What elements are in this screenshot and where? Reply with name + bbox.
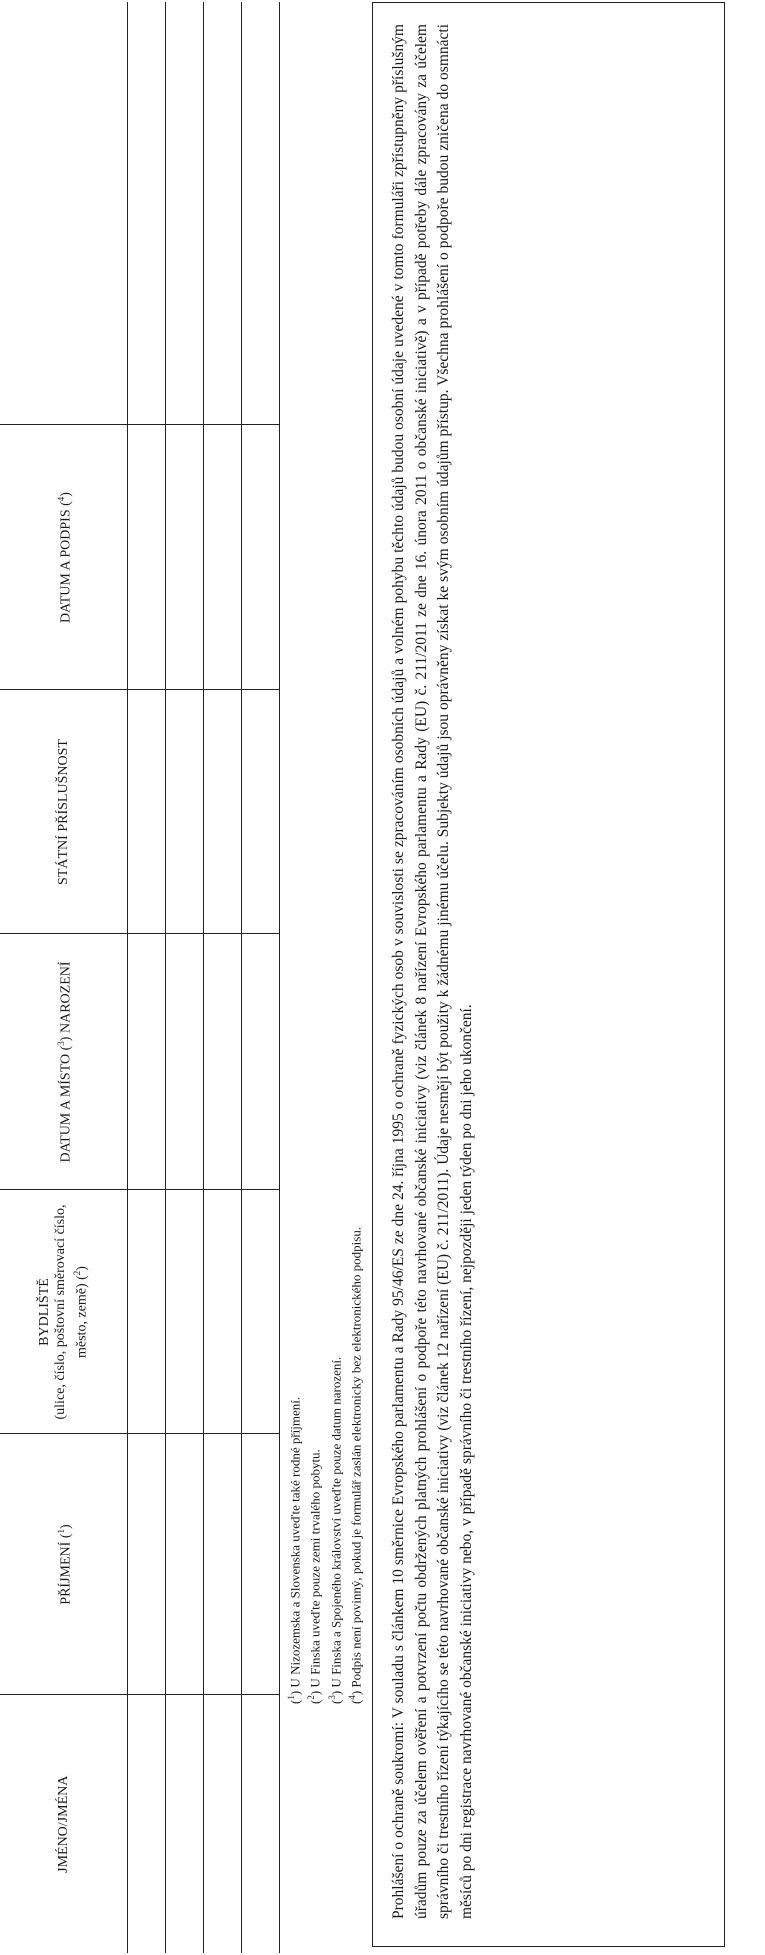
cell-signature[interactable] xyxy=(166,425,204,690)
header-blank xyxy=(0,2,128,425)
table-header-row xyxy=(0,2,128,1953)
cell-signature[interactable] xyxy=(204,425,242,690)
cell-residence[interactable] xyxy=(166,1190,204,1434)
cell-birth[interactable] xyxy=(242,934,280,1190)
table-row xyxy=(128,2,166,1953)
footnote: ($^3$) U Finska a Spojeného království uveďte pouze datum narození. xyxy=(326,1356,343,1704)
table-row xyxy=(166,2,204,1953)
footnotes xyxy=(283,804,364,1704)
signature-table xyxy=(0,2,280,1953)
cell-birth[interactable] xyxy=(128,934,166,1190)
cell-surname[interactable] xyxy=(166,1434,204,1695)
cell-birth[interactable] xyxy=(166,934,204,1190)
cell-surname[interactable] xyxy=(204,1434,242,1695)
header-date-signature: DATUM A PODPIS ($^4$) xyxy=(0,425,128,690)
cell-blank xyxy=(242,2,280,425)
footnote: ($^1$) U Nizozemska a Slovenska uveďte také rodné příjmení. xyxy=(286,1396,303,1704)
cell-first-names[interactable] xyxy=(166,1695,204,1953)
cell-residence[interactable] xyxy=(128,1190,166,1434)
header-residence: BYDLIŠTĚ (ulice, číslo, poštovní směrovací číslo, město, země) ($^2$) xyxy=(0,1190,128,1434)
cell-first-names[interactable] xyxy=(128,1695,166,1953)
cell-nationality[interactable] xyxy=(166,690,204,934)
header-birth-date-place: DATUM A MÍSTO ($^3$) NAROZENÍ xyxy=(0,934,128,1190)
cell-residence[interactable] xyxy=(204,1190,242,1434)
cell-nationality[interactable] xyxy=(204,690,242,934)
privacy-statement: Prohlášení o ochraně soukromí: V souladu s článkem 10 směrnice Evropského parlamentu a Rady 95/46/ES ze dne 24. října 1995 o ochraně fyzických osob v souvislosti se zpracováním osobních údajů a volném pohybu těchto údajů budou osobní údaje uvedené v tomto formuláři zpřístupněny příslušným úřadům pouze za účelem ověření a potvrzení počtu obdržených platných prohlášení o podpoře této navrhované občanské iniciativy (viz článek 8 nařízení Evropského parlamentu a Rady (EU) č. 211/2011 ze dne 16. února 2011 o občanské iniciativě) a v případě potřeby dále zpracovány za účelem správního či trestního řízení týkajícího se této navrhované občanské iniciativy (viz článek 12 nařízení (EU) č. 211/2011). Údaje nesmějí být použity k žádnému jinému účelu. Subjekty údajů jsou oprávněny získat ke svým osobním údajům přístup. Všechna prohlášení o podpoře budou zničena do osmnácti měsíců po dni registrace navrhované občanské iniciativy nebo, v případě správního či trestního řízení, nejpozději jeden týden po dni jeho ukončení. xyxy=(390,24,475,1919)
cell-surname[interactable] xyxy=(128,1434,166,1695)
header-first-names: JMÉNO/JMÉNA xyxy=(55,1775,71,1873)
footnote: ($^4$) Podpis není povinný, pokud je formulář zaslán elektronicky bez elektronického podpisu. xyxy=(346,1226,364,1704)
cell-first-names[interactable] xyxy=(204,1695,242,1953)
cell-blank xyxy=(204,2,242,425)
cell-first-names[interactable] xyxy=(242,1695,280,1953)
cell-blank xyxy=(128,2,166,425)
privacy-statement-box xyxy=(372,2,725,1947)
cell-nationality[interactable] xyxy=(242,690,280,934)
cell-signature[interactable] xyxy=(128,425,166,690)
cell-birth[interactable] xyxy=(204,934,242,1190)
cell-residence[interactable] xyxy=(242,1190,280,1434)
cell-signature[interactable] xyxy=(242,425,280,690)
table-row xyxy=(204,2,242,1953)
cell-nationality[interactable] xyxy=(128,690,166,934)
cell-blank xyxy=(166,2,204,425)
footnote: ($^2$) U Finska uveďte pouze zemi trvalého pobytu. xyxy=(306,1449,323,1704)
header-nationality: STÁTNÍ PŘÍSLUŠNOST xyxy=(0,690,128,934)
table-row xyxy=(242,2,280,1953)
cell-surname[interactable] xyxy=(242,1434,280,1695)
header-surname: PŘÍJMENÍ ($^1$) xyxy=(0,1434,128,1695)
